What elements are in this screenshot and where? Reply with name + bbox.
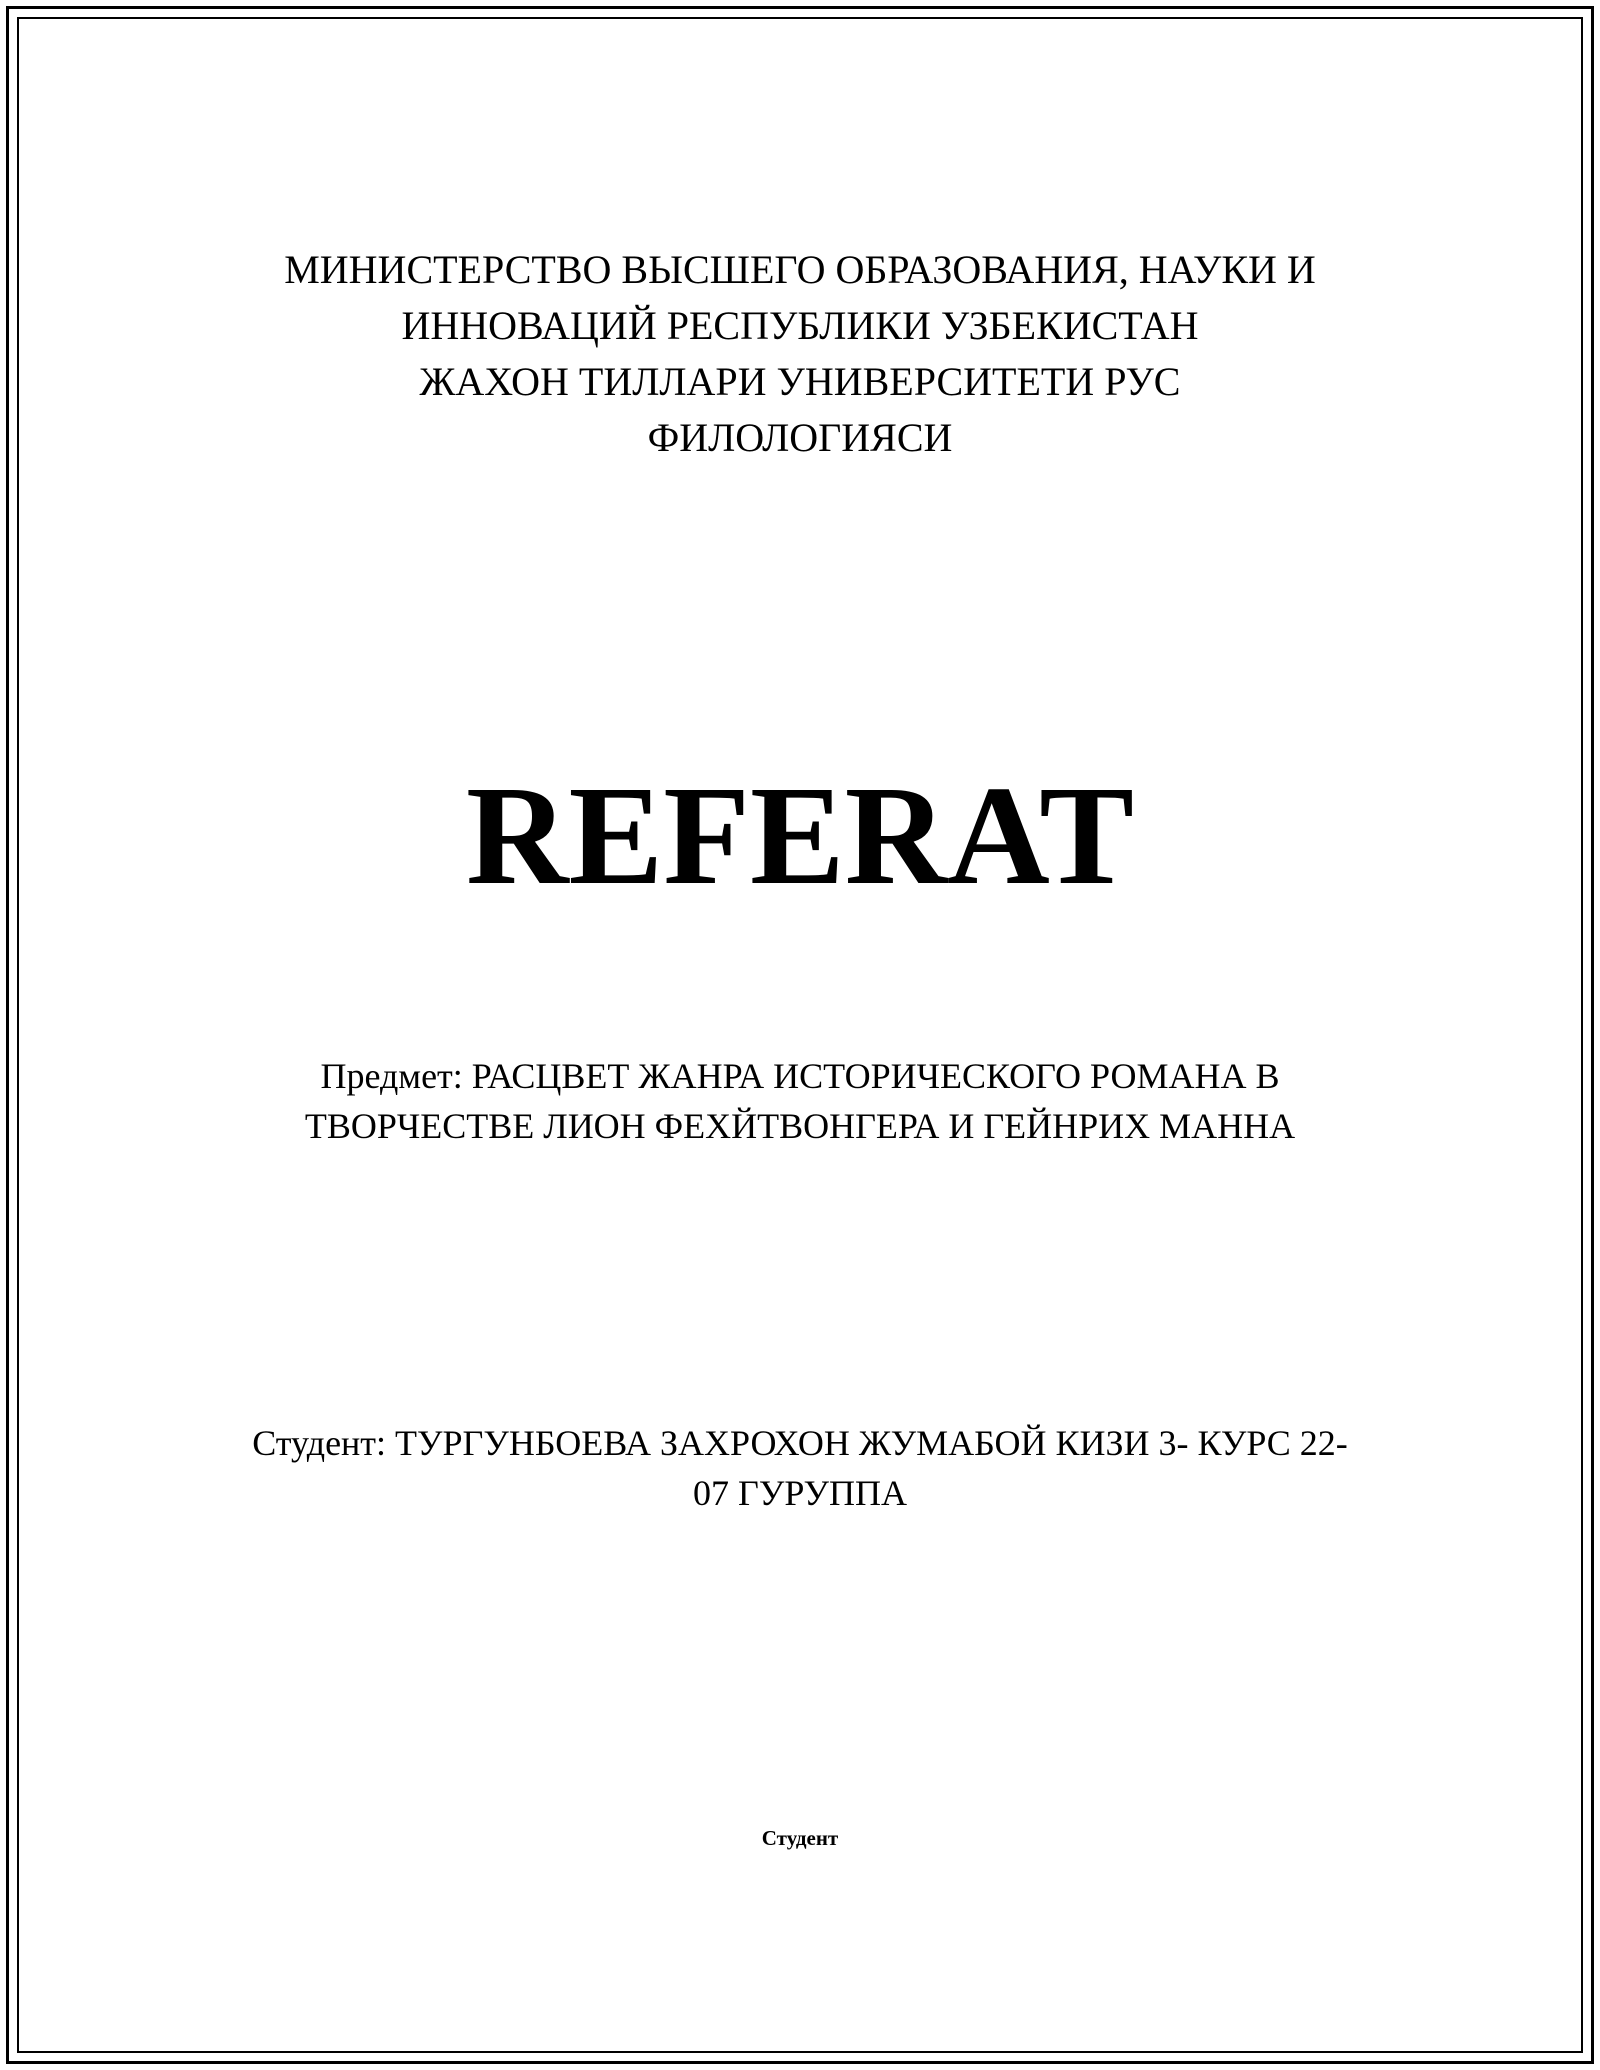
ministry-heading [0,242,1600,466]
student-line-1: Студент: ТУРГУНБОЕВА ЗАХРОХОН ЖУМАБОЙ КИЗИ 3- КУРС 22- [252,1423,1348,1463]
document-title: REFERAT [466,756,1134,914]
subject-block [0,1051,1600,1151]
subject-line-2: ТВОРЧЕСТВЕ ЛИОН ФЕХЙТВОНГЕРА И ГЕЙНРИХ МАННА [304,1106,1296,1146]
ministry-line-4: ФИЛОЛОГИЯСИ [647,415,953,460]
ministry-line-3: ЖАХОН ТИЛЛАРИ УНИВЕРСИТЕТИ РУС [419,359,1181,404]
student-line-2: 07 ГУРУППА [693,1473,907,1513]
subject-line-1: Предмет: РАСЦВЕТ ЖАНРА ИСТОРИЧЕСКОГО РОМАНА В [320,1056,1280,1096]
ministry-line-1: МИНИСТЕРСТВО ВЫСШЕГО ОБРАЗОВАНИЯ, НАУКИ И [284,247,1316,292]
ministry-line-2: ИННОВАЦИЙ РЕСПУБЛИКИ УЗБЕКИСТАН [401,303,1199,348]
student-block [0,1418,1600,1518]
footer-student-label: Студент [761,1826,839,1850]
